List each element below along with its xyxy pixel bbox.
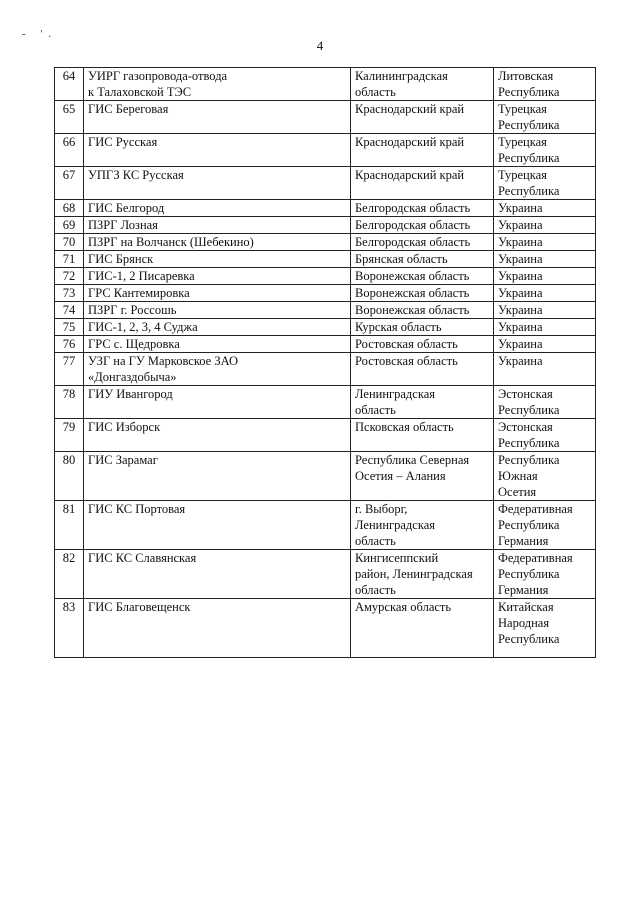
table-row (55, 268, 596, 285)
country-name: Турецкая Республика (494, 134, 596, 167)
region-name: Псковская область (351, 419, 494, 452)
region-name: Воронежская область (351, 302, 494, 319)
country-name: Украина (494, 200, 596, 217)
table-row (55, 234, 596, 251)
table-row (55, 217, 596, 234)
region-name: Воронежская область (351, 268, 494, 285)
region-name: Краснодарский край (351, 101, 494, 134)
table-row (55, 353, 596, 386)
table-row (55, 200, 596, 217)
table-row (55, 550, 596, 599)
station-name: УПГЗ КС Русская (84, 167, 351, 200)
region-name: Амурская область (351, 599, 494, 658)
table-row (55, 336, 596, 353)
page-number: 4 (316, 38, 324, 53)
row-number: 75 (55, 319, 84, 336)
country-name: Украина (494, 336, 596, 353)
row-number: 65 (55, 101, 84, 134)
country-name: Турецкая Республика (494, 101, 596, 134)
table-row (55, 134, 596, 167)
table-row (55, 167, 596, 200)
row-number: 66 (55, 134, 84, 167)
region-name: Белгородская область (351, 200, 494, 217)
region-name: Воронежская область (351, 285, 494, 302)
station-name: ГИС Изборск (84, 419, 351, 452)
country-name: Украина (494, 217, 596, 234)
row-number: 81 (55, 501, 84, 550)
region-name: Брянская область (351, 251, 494, 268)
table-row (55, 251, 596, 268)
country-name: Федеративная Республика Германия (494, 501, 596, 550)
station-name: ГИС КС Портовая (84, 501, 351, 550)
country-name: Украина (494, 302, 596, 319)
row-number: 74 (55, 302, 84, 319)
region-name: Ленинградская область (351, 386, 494, 419)
region-name: Республика Северная Осетия – Алания (351, 452, 494, 501)
country-name: Украина (494, 251, 596, 268)
row-number: 68 (55, 200, 84, 217)
row-number: 79 (55, 419, 84, 452)
country-name: Украина (494, 234, 596, 251)
station-name: ПЗРГ г. Россошь (84, 302, 351, 319)
station-name: ГИУ Ивангород (84, 386, 351, 419)
region-name: Калининградская область (351, 68, 494, 101)
table-row (55, 101, 596, 134)
row-number: 77 (55, 353, 84, 386)
region-name: Ростовская область (351, 353, 494, 386)
station-name: ГИС Брянск (84, 251, 351, 268)
station-name: ГИС КС Славянская (84, 550, 351, 599)
station-name: ГИС Благовещенск (84, 599, 351, 658)
row-number: 72 (55, 268, 84, 285)
row-number: 82 (55, 550, 84, 599)
station-name: ГИС Русская (84, 134, 351, 167)
region-name: Курская область (351, 319, 494, 336)
station-name: ГИС Зарамаг (84, 452, 351, 501)
country-name: Литовская Республика (494, 68, 596, 101)
station-name: ГИС Береговая (84, 101, 351, 134)
station-name: ГРС Кантемировка (84, 285, 351, 302)
row-number: 70 (55, 234, 84, 251)
table-row (55, 452, 596, 501)
country-name: Украина (494, 353, 596, 386)
row-number: 78 (55, 386, 84, 419)
country-name: Украина (494, 285, 596, 302)
row-number: 67 (55, 167, 84, 200)
table-row (55, 419, 596, 452)
region-name: Краснодарский край (351, 134, 494, 167)
table-row (55, 302, 596, 319)
row-number: 69 (55, 217, 84, 234)
country-name: Республика Южная Осетия (494, 452, 596, 501)
station-name: ГИС-1, 2 Писаревка (84, 268, 351, 285)
station-name: ПЗРГ на Волчанск (Шебекино) (84, 234, 351, 251)
station-name: ГИС-1, 2, 3, 4 Суджа (84, 319, 351, 336)
region-name: Кингисеппский район, Ленинградская область (351, 550, 494, 599)
station-name: ГРС с. Щедровка (84, 336, 351, 353)
region-name: Краснодарский край (351, 167, 494, 200)
region-name: Ростовская область (351, 336, 494, 353)
table-row (55, 285, 596, 302)
country-name: Федеративная Республика Германия (494, 550, 596, 599)
region-name: г. Выборг, Ленинградская область (351, 501, 494, 550)
region-name: Белгородская область (351, 217, 494, 234)
region-name: Белгородская область (351, 234, 494, 251)
table-row (55, 386, 596, 419)
station-name: ПЗРГ Лозная (84, 217, 351, 234)
station-name: ГИС Белгород (84, 200, 351, 217)
country-name: Украина (494, 319, 596, 336)
station-name: УЗГ на ГУ Марковское ЗАО «Донгаздобыча» (84, 353, 351, 386)
table-row (55, 68, 596, 101)
row-number: 71 (55, 251, 84, 268)
station-name: УИРГ газопровода-отвода к Талаховской ТЭС (84, 68, 351, 101)
scan-marks: - '. (22, 28, 58, 40)
country-name: Турецкая Республика (494, 167, 596, 200)
table-row (55, 501, 596, 550)
country-name: Эстонская Республика (494, 386, 596, 419)
table-row (55, 319, 596, 336)
row-number: 80 (55, 452, 84, 501)
row-number: 76 (55, 336, 84, 353)
row-number: 73 (55, 285, 84, 302)
country-name: Украина (494, 268, 596, 285)
country-name: Эстонская Республика (494, 419, 596, 452)
row-number: 64 (55, 68, 84, 101)
country-name: Китайская Народная Республика (494, 599, 596, 658)
stations-table (54, 67, 596, 658)
row-number: 83 (55, 599, 84, 658)
table-row (55, 599, 596, 658)
